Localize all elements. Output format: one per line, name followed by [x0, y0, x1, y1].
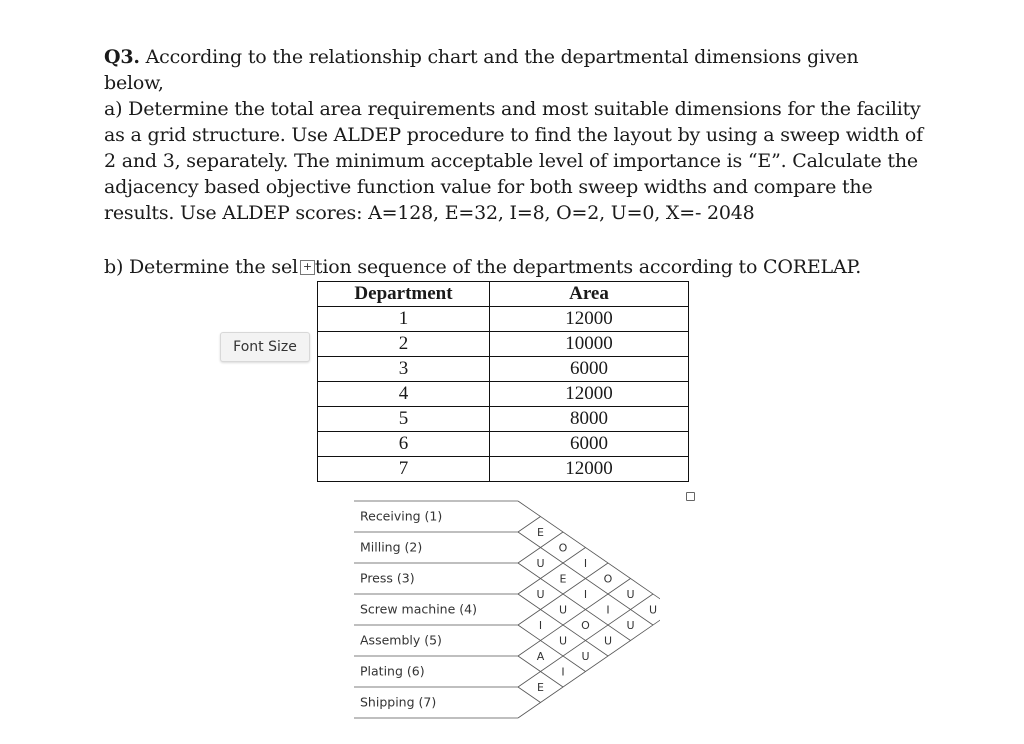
- table-resize-handle[interactable]: [686, 492, 695, 501]
- department-area-table: [317, 281, 689, 482]
- grid-diagonal-line: [518, 563, 631, 641]
- cell-department: 5: [318, 407, 490, 432]
- relationship-code: U: [626, 619, 635, 632]
- relationship-code: O: [581, 619, 590, 632]
- relationship-chart-labels: [360, 509, 477, 710]
- department-label: Screw machine (4): [360, 601, 477, 617]
- relationship-code: U: [558, 603, 568, 617]
- cell-area: 8000: [490, 407, 689, 432]
- cell-department: 4: [318, 382, 490, 407]
- relationship-code: O: [558, 541, 568, 555]
- department-label: Receiving (1): [360, 508, 443, 524]
- department-label: Shipping (7): [360, 694, 437, 710]
- header-department: Department: [318, 282, 490, 307]
- relationship-code: U: [648, 603, 658, 617]
- relationship-code: U: [603, 634, 613, 648]
- relationship-code: U: [626, 588, 635, 601]
- relationship-code: I: [606, 603, 610, 617]
- department-label: Plating (6): [360, 663, 425, 679]
- cell-area: 10000: [490, 332, 689, 357]
- relationship-code: U: [581, 650, 590, 663]
- grid-diagonal-line: [518, 579, 631, 657]
- table-row: [318, 407, 689, 432]
- table-row: [318, 307, 689, 332]
- relationship-code: E: [559, 572, 567, 586]
- cell-department: 7: [318, 457, 490, 482]
- relationship-code: U: [536, 557, 545, 570]
- relationship-code: E: [537, 526, 544, 539]
- table-move-handle-icon[interactable]: +: [300, 260, 315, 275]
- table-row: [318, 332, 689, 357]
- grid-diagonal-line: [518, 548, 586, 595]
- relationship-code: U: [558, 634, 568, 648]
- relationship-code: I: [583, 588, 588, 601]
- department-label: Press (3): [360, 570, 415, 586]
- department-label: Assembly (5): [360, 632, 442, 648]
- cell-area: 6000: [490, 357, 689, 382]
- cell-area: 6000: [490, 432, 689, 457]
- cell-department: 2: [318, 332, 490, 357]
- table-header-row: [318, 282, 689, 307]
- question-label: Q3.: [104, 46, 140, 68]
- header-area: Area: [490, 282, 689, 307]
- question-part-b-end: tion sequence of the departments according to CORELAP.: [314, 256, 862, 278]
- table-row: [318, 432, 689, 457]
- question-intro: [104, 44, 924, 96]
- relationship-code: U: [536, 588, 545, 601]
- department-label: Milling (2): [360, 539, 423, 555]
- table-row: [318, 457, 689, 482]
- font-size-button[interactable]: Font Size: [220, 332, 310, 362]
- table-row: [318, 357, 689, 382]
- question-part-b: [104, 254, 924, 280]
- relationship-chart-codes: [536, 526, 657, 694]
- relationship-code: E: [537, 681, 544, 694]
- cell-area: 12000: [490, 382, 689, 407]
- cell-department: 1: [318, 307, 490, 332]
- relationship-code: O: [603, 572, 613, 586]
- question-part-a: a) Determine the total area requirements and most suitable dimensions for the facility as a grid structure. Use ALDEP procedure to find the layout by using a sweep width of 2 and 3, separately. The minimum acceptable level of importance is “E”. Calculate the adjacency based objective function value for both sweep widths and compare the results. Use ALDEP scores: A=128, E=32, I=8, O=2, U=0, X=- 2048: [104, 98, 923, 224]
- grid-diagonal-line: [518, 625, 586, 672]
- cell-department: 3: [318, 357, 490, 382]
- relationship-code: I: [561, 665, 565, 679]
- relationship-chart: [340, 496, 660, 728]
- relationship-code: I: [538, 619, 543, 632]
- cell-area: 12000: [490, 307, 689, 332]
- question-text: [104, 44, 924, 226]
- question-intro-text: According to the relationship chart and the departmental dimensions given below,: [104, 46, 859, 94]
- cell-area: 12000: [490, 457, 689, 482]
- table-row: [318, 382, 689, 407]
- relationship-code: I: [583, 557, 588, 570]
- cell-department: 6: [318, 432, 490, 457]
- question-part-b-start: b) Determine the sel: [104, 256, 298, 278]
- relationship-code: A: [536, 650, 545, 663]
